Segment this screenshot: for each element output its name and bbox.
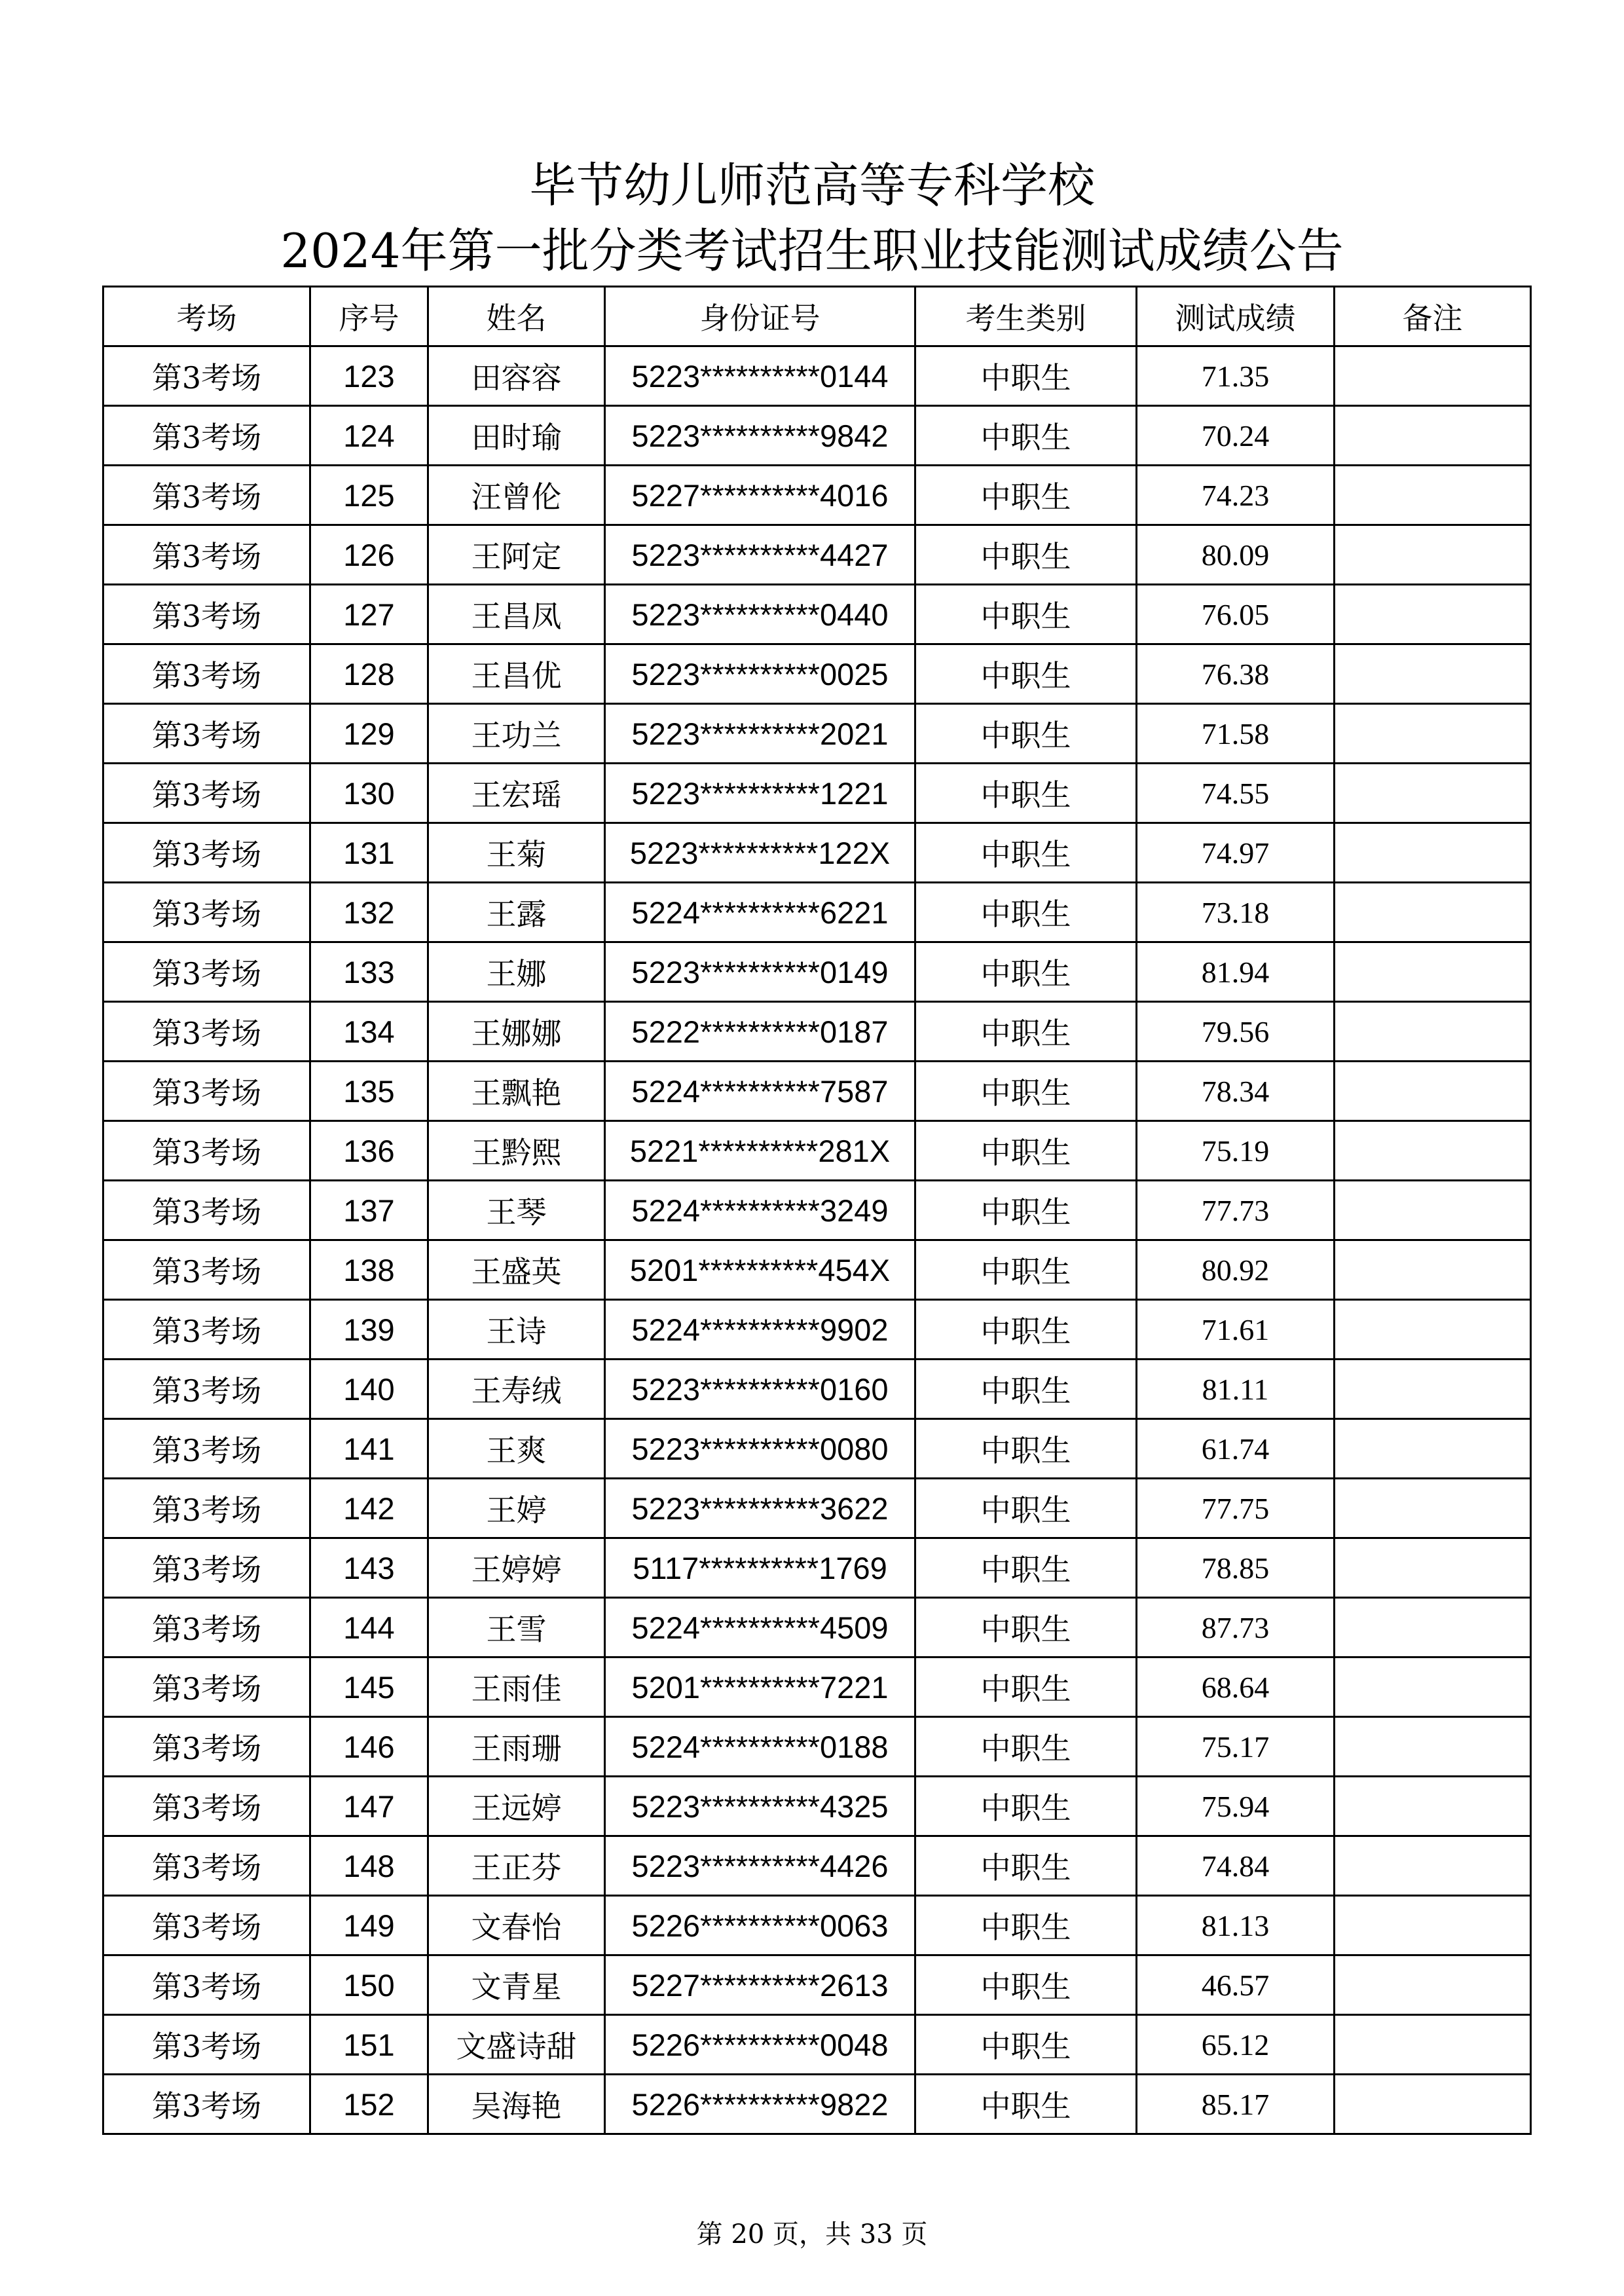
cell-note: [1335, 1479, 1531, 1538]
cell-number: 143: [310, 1538, 428, 1598]
cell-number: 131: [310, 823, 428, 883]
cell-id: 5201**********7221: [605, 1657, 915, 1717]
cell-number: 149: [310, 1896, 428, 1955]
cell-id: 5223**********0144: [605, 346, 915, 406]
cell-score: 74.97: [1137, 823, 1335, 883]
cell-note: [1335, 1300, 1531, 1360]
cell-score: 81.11: [1137, 1360, 1335, 1419]
cell-id: 5223**********2021: [605, 704, 915, 764]
table-row: [103, 644, 1531, 704]
cell-number: 146: [310, 1717, 428, 1777]
table-row: [103, 406, 1531, 466]
cell-number: 141: [310, 1419, 428, 1479]
cell-name: 王飘艳: [428, 1062, 605, 1121]
cell-number: 126: [310, 525, 428, 585]
document-title: 毕节幼儿师范高等专科学校: [528, 158, 1095, 213]
cell-number: 133: [310, 942, 428, 1002]
cell-id: 5223**********4325: [605, 1777, 915, 1836]
cell-note: [1335, 525, 1531, 585]
cell-note: [1335, 1896, 1531, 1955]
cell-number: 125: [310, 466, 428, 525]
cell-name: 王婷婷: [428, 1538, 605, 1598]
cell-id: 5223**********9842: [605, 406, 915, 466]
cell-name: 王阿定: [428, 525, 605, 585]
table-body: [103, 346, 1531, 2134]
table-row: [103, 1479, 1531, 1538]
cell-name: 王寿绒: [428, 1360, 605, 1419]
cell-room: 第3考场: [103, 406, 310, 466]
table-row: [103, 346, 1531, 406]
cell-room: 第3考场: [103, 2015, 310, 2075]
table-row: [103, 1657, 1531, 1717]
cell-score: 78.34: [1137, 1062, 1335, 1121]
cell-name: 王露: [428, 883, 605, 942]
cell-category: 中职生: [915, 823, 1137, 883]
table-row: [103, 1002, 1531, 1062]
column-header-room: 考场: [103, 287, 310, 346]
cell-category: 中职生: [915, 1717, 1137, 1777]
cell-note: [1335, 1717, 1531, 1777]
cell-note: [1335, 764, 1531, 823]
cell-room: 第3考场: [103, 2075, 310, 2134]
cell-score: 71.35: [1137, 346, 1335, 406]
cell-score: 71.58: [1137, 704, 1335, 764]
cell-category: 中职生: [915, 466, 1137, 525]
cell-category: 中职生: [915, 1300, 1137, 1360]
cell-score: 68.64: [1137, 1657, 1335, 1717]
cell-score: 87.73: [1137, 1598, 1335, 1657]
cell-category: 中职生: [915, 2015, 1137, 2075]
cell-score: 78.85: [1137, 1538, 1335, 1598]
table-row: [103, 2075, 1531, 2134]
cell-note: [1335, 704, 1531, 764]
cell-id: 5226**********0063: [605, 1896, 915, 1955]
column-header-category: 考生类别: [915, 287, 1137, 346]
cell-score: 75.94: [1137, 1777, 1335, 1836]
cell-id: 5201**********454X: [605, 1240, 915, 1300]
table-row: [103, 1538, 1531, 1598]
table-row: [103, 1181, 1531, 1240]
cell-number: 138: [310, 1240, 428, 1300]
cell-name: 王琴: [428, 1181, 605, 1240]
cell-score: 81.13: [1137, 1896, 1335, 1955]
cell-note: [1335, 1657, 1531, 1717]
cell-category: 中职生: [915, 1181, 1137, 1240]
cell-category: 中职生: [915, 1121, 1137, 1181]
cell-score: 85.17: [1137, 2075, 1335, 2134]
cell-score: 74.84: [1137, 1836, 1335, 1896]
cell-name: 文盛诗甜: [428, 2015, 605, 2075]
table-row: [103, 942, 1531, 1002]
cell-room: 第3考场: [103, 942, 310, 1002]
cell-score: 79.56: [1137, 1002, 1335, 1062]
scores-table: [102, 286, 1532, 2135]
cell-room: 第3考场: [103, 764, 310, 823]
cell-room: 第3考场: [103, 1181, 310, 1240]
cell-id: 5223**********0440: [605, 585, 915, 644]
cell-category: 中职生: [915, 2075, 1137, 2134]
cell-id: 5223**********0080: [605, 1419, 915, 1479]
cell-number: 142: [310, 1479, 428, 1538]
table-row: [103, 1598, 1531, 1657]
cell-id: 5226**********9822: [605, 2075, 915, 2134]
cell-name: 王爽: [428, 1419, 605, 1479]
cell-room: 第3考场: [103, 466, 310, 525]
cell-score: 77.75: [1137, 1479, 1335, 1538]
table-row: [103, 1300, 1531, 1360]
cell-name: 吴海艳: [428, 2075, 605, 2134]
cell-note: [1335, 1062, 1531, 1121]
cell-score: 46.57: [1137, 1955, 1335, 2015]
cell-score: 80.09: [1137, 525, 1335, 585]
cell-room: 第3考场: [103, 1955, 310, 2015]
cell-name: 王雪: [428, 1598, 605, 1657]
cell-score: 61.74: [1137, 1419, 1335, 1479]
cell-id: 5223**********4426: [605, 1836, 915, 1896]
cell-score: 75.19: [1137, 1121, 1335, 1181]
cell-number: 144: [310, 1598, 428, 1657]
cell-room: 第3考场: [103, 1657, 310, 1717]
cell-room: 第3考场: [103, 1777, 310, 1836]
cell-category: 中职生: [915, 704, 1137, 764]
column-header-name: 姓名: [428, 287, 605, 346]
cell-note: [1335, 1538, 1531, 1598]
cell-room: 第3考场: [103, 1300, 310, 1360]
cell-note: [1335, 585, 1531, 644]
cell-note: [1335, 1598, 1531, 1657]
cell-room: 第3考场: [103, 1717, 310, 1777]
cell-category: 中职生: [915, 585, 1137, 644]
cell-id: 5223**********3622: [605, 1479, 915, 1538]
cell-category: 中职生: [915, 1836, 1137, 1896]
cell-name: 文青星: [428, 1955, 605, 2015]
cell-note: [1335, 346, 1531, 406]
table-row: [103, 1062, 1531, 1121]
cell-number: 124: [310, 406, 428, 466]
cell-score: 81.94: [1137, 942, 1335, 1002]
cell-room: 第3考场: [103, 1121, 310, 1181]
cell-name: 王昌凤: [428, 585, 605, 644]
table-row: [103, 1360, 1531, 1419]
table-row: [103, 1777, 1531, 1836]
cell-id: 5224**********3249: [605, 1181, 915, 1240]
cell-category: 中职生: [915, 942, 1137, 1002]
cell-name: 王雨珊: [428, 1717, 605, 1777]
table-row: [103, 1240, 1531, 1300]
cell-number: 130: [310, 764, 428, 823]
cell-number: 152: [310, 2075, 428, 2134]
cell-id: 5223**********0149: [605, 942, 915, 1002]
cell-note: [1335, 466, 1531, 525]
cell-name: 王娜娜: [428, 1002, 605, 1062]
table-row: [103, 704, 1531, 764]
cell-id: 5223**********1221: [605, 764, 915, 823]
cell-number: 139: [310, 1300, 428, 1360]
cell-id: 5117**********1769: [605, 1538, 915, 1598]
cell-name: 王功兰: [428, 704, 605, 764]
cell-name: 王菊: [428, 823, 605, 883]
cell-room: 第3考场: [103, 823, 310, 883]
cell-category: 中职生: [915, 525, 1137, 585]
table-row: [103, 823, 1531, 883]
cell-name: 田时瑜: [428, 406, 605, 466]
cell-note: [1335, 1002, 1531, 1062]
cell-number: 151: [310, 2015, 428, 2075]
cell-category: 中职生: [915, 1657, 1137, 1717]
cell-note: [1335, 1836, 1531, 1896]
cell-room: 第3考场: [103, 585, 310, 644]
cell-note: [1335, 883, 1531, 942]
cell-category: 中职生: [915, 1479, 1137, 1538]
cell-number: 135: [310, 1062, 428, 1121]
cell-category: 中职生: [915, 1538, 1137, 1598]
cell-name: 王雨佳: [428, 1657, 605, 1717]
cell-note: [1335, 942, 1531, 1002]
cell-number: 136: [310, 1121, 428, 1181]
cell-room: 第3考场: [103, 346, 310, 406]
cell-number: 148: [310, 1836, 428, 1896]
table-row: [103, 466, 1531, 525]
cell-room: 第3考场: [103, 1598, 310, 1657]
cell-name: 王远婷: [428, 1777, 605, 1836]
cell-note: [1335, 1955, 1531, 2015]
cell-category: 中职生: [915, 1896, 1137, 1955]
cell-note: [1335, 1777, 1531, 1836]
table-row: [103, 1717, 1531, 1777]
cell-name: 王正芬: [428, 1836, 605, 1896]
cell-category: 中职生: [915, 764, 1137, 823]
cell-number: 123: [310, 346, 428, 406]
cell-id: 5224**********6221: [605, 883, 915, 942]
column-header-note: 备注: [1335, 287, 1531, 346]
cell-name: 王诗: [428, 1300, 605, 1360]
cell-id: 5222**********0187: [605, 1002, 915, 1062]
cell-score: 80.92: [1137, 1240, 1335, 1300]
cell-note: [1335, 406, 1531, 466]
cell-room: 第3考场: [103, 1479, 310, 1538]
cell-category: 中职生: [915, 1240, 1137, 1300]
cell-note: [1335, 644, 1531, 704]
cell-room: 第3考场: [103, 1896, 310, 1955]
cell-score: 75.17: [1137, 1717, 1335, 1777]
cell-category: 中职生: [915, 1955, 1137, 2015]
cell-note: [1335, 1240, 1531, 1300]
cell-note: [1335, 2075, 1531, 2134]
cell-note: [1335, 1419, 1531, 1479]
cell-name: 王娜: [428, 942, 605, 1002]
cell-number: 128: [310, 644, 428, 704]
table-row: [103, 883, 1531, 942]
cell-note: [1335, 1181, 1531, 1240]
cell-number: 150: [310, 1955, 428, 2015]
document-subtitle: 2024年第一批分类考试招生职业技能测试成绩公告: [280, 223, 1344, 278]
cell-room: 第3考场: [103, 704, 310, 764]
cell-name: 田容容: [428, 346, 605, 406]
cell-number: 147: [310, 1777, 428, 1836]
cell-id: 5224**********9902: [605, 1300, 915, 1360]
table-row: [103, 2015, 1531, 2075]
cell-number: 132: [310, 883, 428, 942]
cell-score: 73.18: [1137, 883, 1335, 942]
cell-number: 140: [310, 1360, 428, 1419]
cell-score: 74.55: [1137, 764, 1335, 823]
cell-score: 77.73: [1137, 1181, 1335, 1240]
cell-id: 5223**********0160: [605, 1360, 915, 1419]
cell-id: 5223**********4427: [605, 525, 915, 585]
cell-name: 文春怡: [428, 1896, 605, 1955]
column-header-id: 身份证号: [605, 287, 915, 346]
table-row: [103, 1121, 1531, 1181]
cell-category: 中职生: [915, 1777, 1137, 1836]
table-row: [103, 1896, 1531, 1955]
cell-room: 第3考场: [103, 1538, 310, 1598]
cell-room: 第3考场: [103, 1240, 310, 1300]
cell-category: 中职生: [915, 346, 1137, 406]
page-footer: 第 20 页，共 33 页: [696, 2219, 928, 2250]
table-row: [103, 764, 1531, 823]
cell-score: 65.12: [1137, 2015, 1335, 2075]
cell-id: 5224**********0188: [605, 1717, 915, 1777]
cell-room: 第3考场: [103, 1419, 310, 1479]
column-header-score: 测试成绩: [1137, 287, 1335, 346]
cell-score: 76.05: [1137, 585, 1335, 644]
cell-id: 5223**********0025: [605, 644, 915, 704]
cell-category: 中职生: [915, 1002, 1137, 1062]
cell-id: 5223**********122X: [605, 823, 915, 883]
cell-number: 134: [310, 1002, 428, 1062]
cell-id: 5226**********0048: [605, 2015, 915, 2075]
cell-note: [1335, 2015, 1531, 2075]
cell-id: 5224**********7587: [605, 1062, 915, 1121]
cell-category: 中职生: [915, 644, 1137, 704]
cell-id: 5227**********2613: [605, 1955, 915, 2015]
cell-room: 第3考场: [103, 1360, 310, 1419]
cell-room: 第3考场: [103, 1002, 310, 1062]
cell-note: [1335, 823, 1531, 883]
cell-name: 汪曾伦: [428, 466, 605, 525]
cell-score: 70.24: [1137, 406, 1335, 466]
cell-score: 71.61: [1137, 1300, 1335, 1360]
column-header-number: 序号: [310, 287, 428, 346]
table-header-row: [103, 287, 1531, 346]
cell-id: 5227**********4016: [605, 466, 915, 525]
cell-room: 第3考场: [103, 883, 310, 942]
cell-category: 中职生: [915, 883, 1137, 942]
cell-name: 王黔熙: [428, 1121, 605, 1181]
cell-name: 王婷: [428, 1479, 605, 1538]
table-row: [103, 1836, 1531, 1896]
cell-category: 中职生: [915, 1360, 1137, 1419]
cell-number: 137: [310, 1181, 428, 1240]
cell-category: 中职生: [915, 1062, 1137, 1121]
cell-id: 5224**********4509: [605, 1598, 915, 1657]
cell-room: 第3考场: [103, 1836, 310, 1896]
table-row: [103, 585, 1531, 644]
table-row: [103, 1955, 1531, 2015]
cell-room: 第3考场: [103, 644, 310, 704]
cell-number: 145: [310, 1657, 428, 1717]
cell-number: 129: [310, 704, 428, 764]
cell-number: 127: [310, 585, 428, 644]
cell-name: 王盛英: [428, 1240, 605, 1300]
table-row: [103, 1419, 1531, 1479]
cell-category: 中职生: [915, 1419, 1137, 1479]
cell-room: 第3考场: [103, 1062, 310, 1121]
cell-score: 76.38: [1137, 644, 1335, 704]
cell-score: 74.23: [1137, 466, 1335, 525]
cell-note: [1335, 1360, 1531, 1419]
cell-name: 王宏瑶: [428, 764, 605, 823]
cell-note: [1335, 1121, 1531, 1181]
table-row: [103, 525, 1531, 585]
cell-room: 第3考场: [103, 525, 310, 585]
cell-category: 中职生: [915, 1598, 1137, 1657]
cell-name: 王昌优: [428, 644, 605, 704]
cell-id: 5221**********281X: [605, 1121, 915, 1181]
cell-category: 中职生: [915, 406, 1137, 466]
